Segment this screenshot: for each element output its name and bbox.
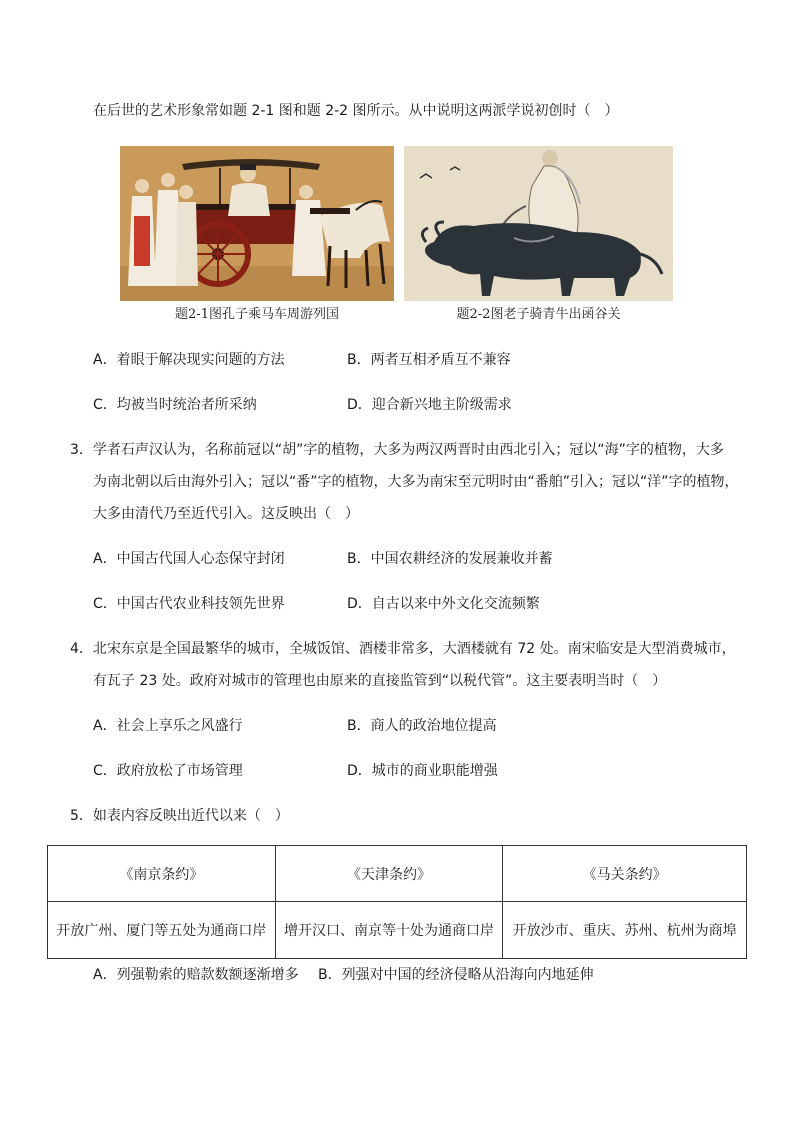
treaty-table bbox=[47, 845, 747, 959]
q4-option-a[interactable]: A．社会上享乐之风盛行 bbox=[93, 718, 243, 734]
q4-option-c[interactable]: C．政府放松了市场管理 bbox=[93, 763, 243, 779]
q2-stem: 在后世的艺术形象常如题 2-1 图和题 2-2 图所示。从中说明这两派学说初创时（ ） bbox=[93, 103, 619, 119]
q3-option-b[interactable]: B．中国农耕经济的发展兼收并蓄 bbox=[347, 551, 553, 567]
table-row bbox=[48, 902, 747, 959]
q3-option-d[interactable]: D．自古以来中外文化交流频繁 bbox=[347, 596, 540, 612]
table-cell-tianjin: 增开汉口、南京等十处为通商口岸 bbox=[275, 902, 503, 959]
q2-option-c[interactable]: C．均被当时统治者所采纳 bbox=[93, 397, 257, 413]
table-header-maguan: 《马关条约》 bbox=[503, 846, 747, 902]
q3-stem-line1: 3．学者石声汉认为，名称前冠以“胡”字的植物，大多为两汉两晋时由西北引入；冠以“海”字的植物，大多 bbox=[70, 442, 724, 458]
figure-confucius-carriage bbox=[120, 146, 394, 301]
q2-option-d[interactable]: D．迎合新兴地主阶级需求 bbox=[347, 397, 512, 413]
table-header-row bbox=[48, 846, 747, 902]
q2-option-b[interactable]: B．两者互相矛盾互不兼容 bbox=[347, 352, 511, 368]
table-header-tianjin: 《天津条约》 bbox=[275, 846, 503, 902]
table-cell-maguan: 开放沙市、重庆、苏州、杭州为商埠 bbox=[503, 902, 747, 959]
q4-option-d[interactable]: D．城市的商业职能增强 bbox=[347, 763, 498, 779]
q3-option-c[interactable]: C．中国古代农业科技领先世界 bbox=[93, 596, 285, 612]
q2-option-a[interactable]: A．着眼于解决现实问题的方法 bbox=[93, 352, 285, 368]
q4-stem-line1: 4．北宋东京是全国最繁华的城市，全城饭馆、酒楼非常多，大酒楼就有 72 处。南宋临安是大型消费城市， bbox=[70, 641, 736, 657]
q5-option-a[interactable]: A．列强勒索的赔款数额逐渐增多 bbox=[93, 967, 299, 983]
q5-option-b[interactable]: B．列强对中国的经济侵略从沿海向内地延伸 bbox=[318, 967, 594, 983]
q3-option-a[interactable]: A．中国古代国人心态保守封闭 bbox=[93, 551, 285, 567]
table-header-nanjing: 《南京条约》 bbox=[48, 846, 276, 902]
q4-stem-line2: 有瓦子 23 处。政府对城市的管理也由原来的直接监管到“以税代管”。这主要表明当时（ ） bbox=[93, 673, 667, 689]
figure1-caption: 题2-1图孔子乘马车周游列国 bbox=[175, 307, 339, 322]
q3-stem-line2: 为南北朝以后由海外引入；冠以“番”字的植物，大多为南宋至元明时由“番舶”引入；冠以“洋”字的植物， bbox=[93, 474, 739, 490]
figure-laozi-ox bbox=[404, 146, 673, 301]
figure2-caption: 题2-2图老子骑青牛出函谷关 bbox=[456, 307, 621, 322]
table-cell-nanjing: 开放广州、厦门等五处为通商口岸 bbox=[48, 902, 276, 959]
q3-stem-line3: 大多由清代乃至近代引入。这反映出（ ） bbox=[93, 506, 359, 522]
q5-stem: 5．如表内容反映出近代以来（ ） bbox=[70, 808, 289, 824]
q4-option-b[interactable]: B．商人的政治地位提高 bbox=[347, 718, 497, 734]
